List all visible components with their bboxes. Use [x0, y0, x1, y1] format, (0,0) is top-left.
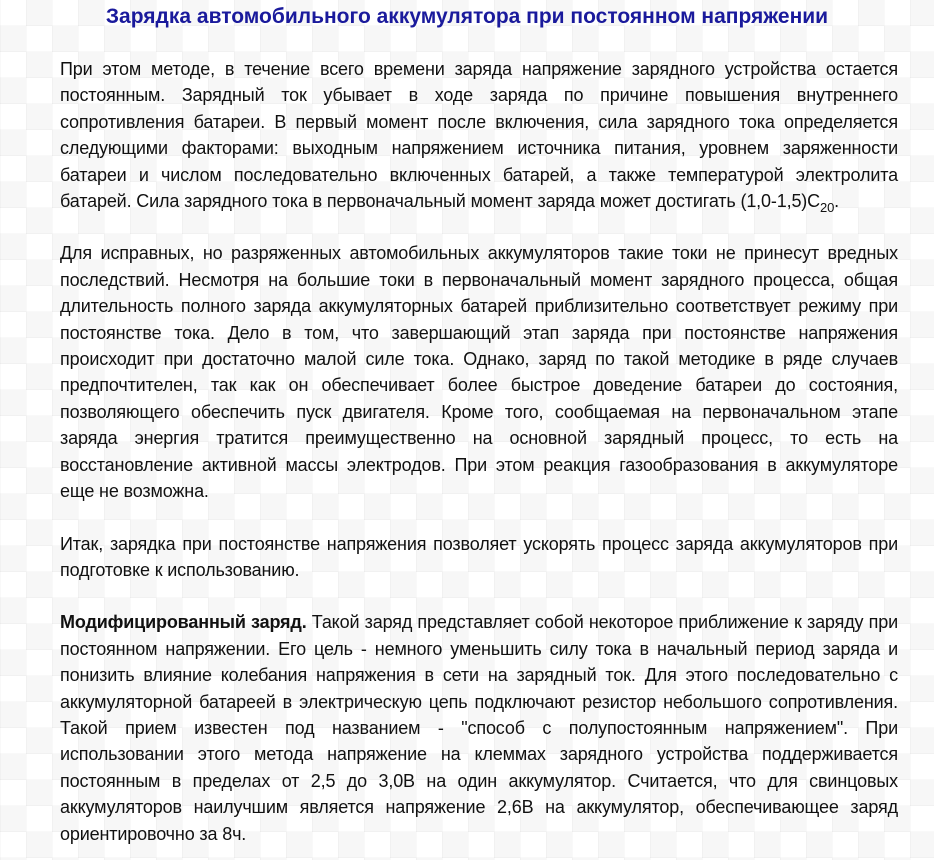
paragraph-discharged-batteries — [60, 240, 898, 504]
paragraph-summary — [60, 531, 898, 584]
paragraph-text: При этом методе, в течение всего времени заряда напряжение зарядного устройства остается постоянным. Зарядный ток убывает в ходе заряда по причине повышения внутреннего сопротивления батареи. В первый момент после включения, сила зарядного тока определяется следующими факторами: выходным напряжением источника питания, уровнем заряженности батареи и числом последовательно включенных батарей, а также температурой электролита батарей. Сила зарядного тока в первоначальный момент заряда может достигать — [60, 59, 898, 212]
article-body — [60, 56, 898, 847]
formula-subscript: 20 — [820, 200, 835, 216]
paragraph-text: Итак, зарядка при постоянстве напряжения позволяет ускорять процесс заряда аккумуляторов при подготовке к использованию. — [60, 533, 898, 580]
formula-base: (1,0-1,5)С — [740, 191, 820, 212]
paragraph-text: Такой заряд представляет собой некоторое приближение к заряду при постоянном напряжении. Его цель - немного уменьшить силу тока в начальный период заряда и понизить влияние колебания напряжения в сети на зарядный ток. Для этого последовательно с аккумуляторной батареей в электрическую цепь подключают резистор небольшого сопротивления. Такой прием известен под названием - "способ с полупостоянным напряжением". При использовании этого метода напряжение на клеммах зарядного устройства поддерживается постоянным в пределах от 2,5 до 3,0В на один аккумулятор. Считается, что для свинцовых аккумуляторов наилучшим является напряжение 2,6В на аккумулятор, обеспечивающее заряд ориентировочно за 8ч. — [60, 612, 898, 844]
modified-charge-term: Модифицированный заряд. — [60, 612, 307, 633]
paragraph-text: Для исправных, но разряженных автомобильных аккумуляторов такие токи не принесут вредных последствий. Несмотря на большие токи в первоначальный момент зарядного процесса, общая длительность полного заряда аккумуляторных батарей приблизительно соответствует режиму при постоянстве тока. Дело в том, что завершающий этап заряда при постоянстве напряжения происходит при достаточно малой силе тока. Однако, заряд по такой методике в ряде случаев предпочтителен, так как он обеспечивает более быстрое доведение батареи до состояния, позволяющего обеспечить пуск двигателя. Кроме того, сообщаемая на первоначальном этапе заряда энергия тратится преимущественно на основной зарядный процесс, то есть на восстановление активной массы электродов. При этом реакция газообразования в аккумуляторе еще не возможна. — [60, 243, 898, 502]
paragraph-modified-charge — [60, 609, 898, 847]
page-title: Зарядка автомобильного аккумулятора при постоянном напряжении — [105, 5, 829, 28]
paragraph-end: . — [834, 191, 840, 212]
charge-current-formula — [740, 191, 835, 216]
paragraph-constant-voltage-method — [60, 56, 898, 214]
